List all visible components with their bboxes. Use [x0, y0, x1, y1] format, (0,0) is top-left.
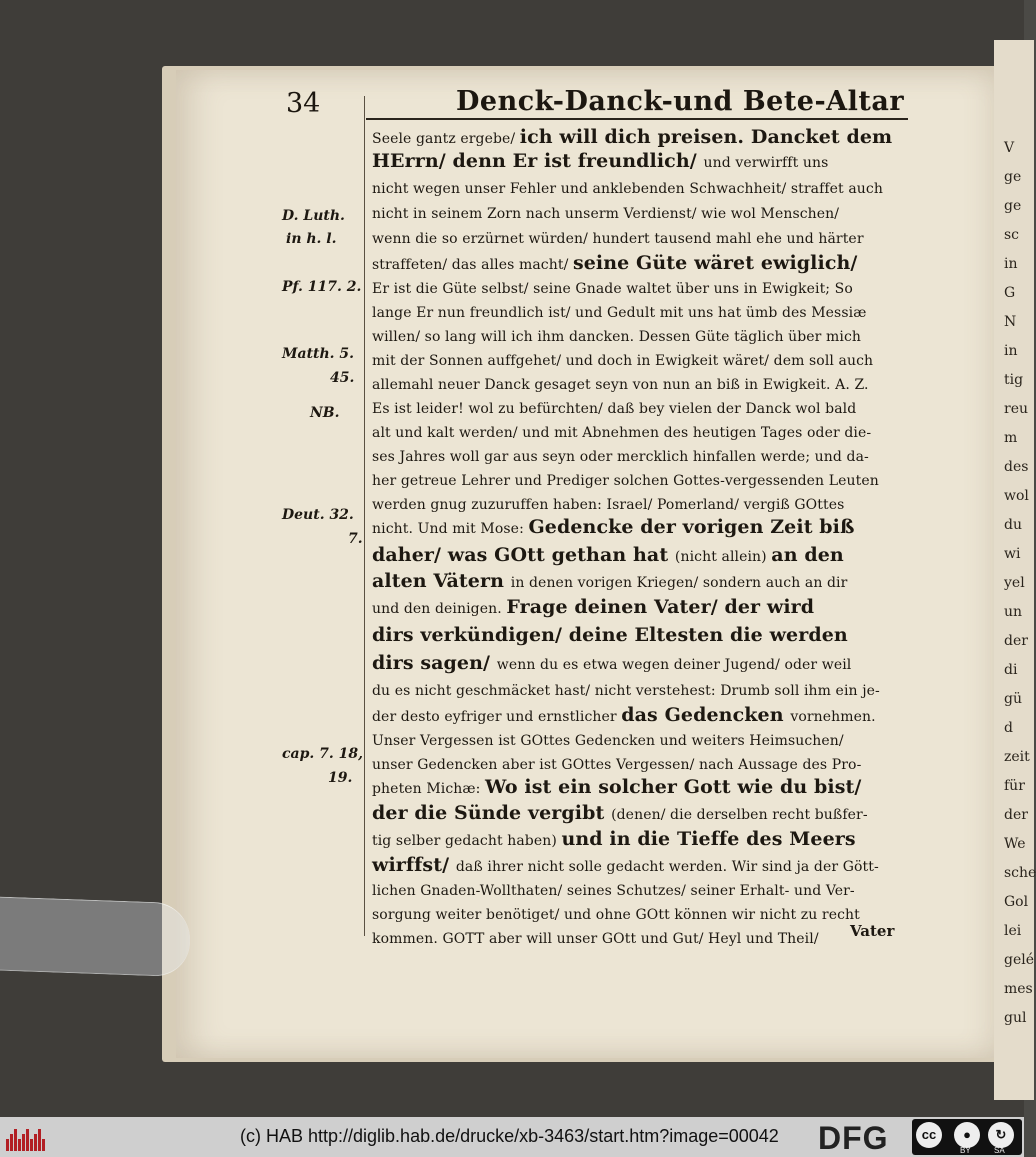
body-text: her getreue Lehrer und Prediger solchen Gottes-vergessenden Leuten	[372, 473, 879, 489]
next-page-fragment: zeit	[1004, 749, 1030, 765]
page-number: 34	[286, 88, 321, 119]
margin-note: Pf. 117. 2.	[282, 279, 362, 295]
body-text: kommen. GOTT aber will unser GOtt und Gut/ Heyl und Theil/	[372, 931, 819, 947]
body-text: lange Er nun freundlich ist/ und Gedult mit uns hat ümb des Messiæ	[372, 305, 867, 321]
next-page-fragment: reu	[1004, 401, 1028, 417]
text-line	[372, 928, 908, 950]
footer-bar	[0, 1117, 1024, 1157]
margin-note: 19.	[328, 770, 353, 786]
next-page-fragment: mes	[1004, 981, 1033, 997]
text-line	[372, 228, 908, 250]
text-line	[372, 802, 908, 826]
body-text: (denen/ die derselben recht bußfer-	[611, 807, 868, 823]
next-page-fragment: Gol	[1004, 894, 1029, 910]
next-page-fragment: N	[1004, 314, 1017, 330]
text-line	[372, 854, 908, 878]
body-text: nicht in seinem Zorn nach unserm Verdienst/ wie wol Menschen/	[372, 206, 840, 222]
body-text: (nicht allein)	[674, 549, 772, 565]
text-line	[372, 624, 908, 648]
text-line	[372, 904, 908, 926]
emphasis-text: Gedencke der vorigen Zeit biß	[528, 516, 855, 538]
next-page-fragment: un	[1004, 604, 1023, 620]
margin-note: Deut. 32.	[282, 507, 354, 523]
text-line	[372, 570, 908, 594]
emphasis-text: dirs sagen/	[372, 652, 497, 674]
body-text: daß ihrer nicht solle gedacht werden. Wir sind ja der Gött-	[455, 859, 879, 875]
margin-note: cap. 7. 18,	[282, 746, 363, 762]
emphasis-text: seine Güte wäret ewiglich/	[572, 252, 858, 274]
text-line	[372, 252, 908, 276]
by-label: BY	[960, 1146, 971, 1155]
next-page-fragment: V	[1004, 140, 1015, 156]
text-line	[372, 680, 908, 702]
next-page-edge	[994, 40, 1034, 1100]
text-line	[372, 754, 908, 776]
margin-note: Matth. 5.	[282, 346, 355, 362]
body-text: wenn du es etwa wegen deiner Jugend/ oder weil	[496, 657, 852, 673]
sa-share-icon: ↻	[988, 1122, 1014, 1148]
body-text: und den deinigen.	[372, 601, 507, 617]
text-line	[372, 544, 908, 568]
emphasis-text: alten Vätern	[372, 570, 511, 592]
text-line	[372, 776, 908, 800]
next-page-fragment: gul	[1004, 1010, 1027, 1026]
emphasis-text: das Gedencken	[621, 704, 791, 726]
emphasis-text: dirs verkündigen/ deine Eltesten die werden	[372, 624, 848, 646]
text-line	[372, 596, 908, 620]
body-text: willen/ so lang will ich ihm dancken. Dessen Güte täglich über mich	[372, 329, 862, 345]
next-page-fragment: in	[1004, 343, 1018, 359]
next-page-fragment: lei	[1004, 923, 1022, 939]
dfg-logo: DFG	[818, 1120, 889, 1156]
text-line	[372, 178, 908, 200]
next-page-fragment: für	[1004, 778, 1025, 794]
body-text: der desto eyfriger und ernstlicher	[372, 709, 622, 725]
body-text: Seele gantz ergebe/	[372, 131, 520, 147]
text-line	[372, 126, 908, 150]
emphasis-text: HErrn/ denn Er ist freundlich/	[372, 150, 704, 172]
text-line	[372, 398, 908, 420]
next-page-fragment: m	[1004, 430, 1018, 446]
next-page-fragment: yel	[1004, 575, 1025, 591]
next-page-fragment: des	[1004, 459, 1029, 475]
next-page-fragment: der	[1004, 633, 1028, 649]
next-page-fragment: gü	[1004, 691, 1022, 707]
body-text: unser Gedencken aber ist GOttes Vergessen/ nach Aussage des Pro-	[372, 757, 862, 773]
text-line	[372, 203, 908, 225]
body-text: pheten Michæ:	[372, 781, 486, 797]
catchword: Vater	[850, 922, 895, 940]
next-page-fragment: wi	[1004, 546, 1021, 562]
body-text: wenn die so erzürnet würden/ hundert tausend mahl ehe und härter	[372, 231, 864, 247]
body-text: lichen Gnaden-Wollthaten/ seines Schutzes/ seiner Erhalt- und Ver-	[372, 883, 855, 899]
body-text: werden gnug zuzuruffen haben: Israel/ Pomerland/ vergiß GOttes	[372, 497, 845, 513]
text-line	[372, 374, 908, 396]
text-line	[372, 350, 908, 372]
text-line	[372, 446, 908, 468]
cc-license-badge[interactable]	[912, 1119, 1022, 1155]
text-line	[372, 516, 908, 540]
running-title: Denck-Danck-und Bete-Altar	[456, 86, 905, 117]
header-rule	[366, 118, 908, 120]
next-page-fragment: sche	[1004, 865, 1036, 881]
text-line	[372, 828, 908, 852]
emphasis-text: ich will dich preisen. Dancket dem	[519, 126, 893, 148]
emphasis-text: der die Sünde vergibt	[372, 802, 612, 824]
body-text: Es ist leider! wol zu befürchten/ daß bey vielen der Danck wol bald	[372, 401, 857, 417]
body-text: Er ist die Güte selbst/ seine Gnade waltet über uns in Ewigkeit; So	[372, 281, 853, 297]
body-text: mit der Sonnen auffgehet/ und doch in Ewigkeit wäret/ dem soll auch	[372, 353, 874, 369]
emphasis-text: Frage deinen Vater/ der wird	[506, 596, 815, 618]
margin-note: 7.	[348, 531, 363, 547]
text-line	[372, 302, 908, 324]
body-text: und verwirfft uns	[703, 155, 829, 171]
text-line	[372, 704, 908, 728]
body-text: du es nicht geschmäcket hast/ nicht verstehest: Drumb soll ihm ein je-	[372, 683, 880, 699]
by-person-icon: ●	[954, 1122, 980, 1148]
next-page-fragment: der	[1004, 807, 1028, 823]
next-page-fragment: G	[1004, 285, 1016, 301]
text-line	[372, 730, 908, 752]
body-text: Unser Vergessen ist GOttes Gedencken und weiters Heimsuchen/	[372, 733, 844, 749]
body-text: nicht wegen unser Fehler und anklebenden Schwachheit/ straffet auch	[372, 181, 883, 197]
glass-ruler	[0, 897, 190, 978]
body-text: sorgung weiter benötiget/ und ohne GOtt können wir nicht zu recht	[372, 907, 860, 923]
next-page-fragment: d	[1004, 720, 1013, 736]
next-page-fragment: di	[1004, 662, 1018, 678]
body-text: nicht. Und mit Mose:	[372, 521, 529, 537]
text-line	[372, 278, 908, 300]
body-text: vornehmen.	[790, 709, 876, 725]
next-page-fragment: sc	[1004, 227, 1020, 243]
margin-note: D. Luth.	[282, 208, 345, 224]
text-line	[372, 470, 908, 492]
next-page-fragment: ge	[1004, 169, 1022, 185]
body-text: straffeten/ das alles macht/	[372, 257, 573, 273]
next-page-fragment: tig	[1004, 372, 1024, 388]
emphasis-text: und in die Tieffe des Meers	[561, 828, 856, 850]
body-text: allemahl neuer Danck gesaget seyn von nun an biß in Ewigkeit. A. Z.	[372, 377, 869, 393]
margin-rule	[364, 96, 365, 936]
text-line	[372, 494, 908, 516]
margin-note: 45.	[330, 370, 355, 386]
next-page-fragment: We	[1004, 836, 1026, 852]
sa-label: SA	[994, 1146, 1005, 1155]
body-text: alt und kalt werden/ und mit Abnehmen des heutigen Tages oder die-	[372, 425, 872, 441]
body-text: ses Jahres woll gar aus seyn oder mercklich hinfallen werde; und da-	[372, 449, 869, 465]
emphasis-text: an den	[771, 544, 844, 566]
next-page-fragment: gelé	[1004, 952, 1035, 968]
text-line	[372, 150, 908, 174]
copyright-link[interactable]: (c) HAB http://diglib.hab.de/drucke/xb-3463/start.htm?image=00042	[240, 1126, 779, 1146]
next-page-fragment: ge	[1004, 198, 1022, 214]
next-page-fragment: in	[1004, 256, 1018, 272]
margin-note: NB.	[310, 405, 340, 421]
next-page-fragment: wol	[1004, 488, 1029, 504]
hab-logo-icon	[6, 1123, 48, 1151]
cc-icon: cc	[916, 1122, 942, 1148]
emphasis-text: Wo ist ein solcher Gott wie du bist/	[485, 776, 862, 798]
text-line	[372, 652, 908, 676]
emphasis-text: daher/ was GOtt gethan hat	[372, 544, 675, 566]
text-line	[372, 326, 908, 348]
margin-note: in h. l.	[286, 231, 337, 247]
emphasis-text: wirffst/	[372, 854, 456, 876]
text-line	[372, 880, 908, 902]
body-text: in denen vorigen Kriegen/ sondern auch an dir	[510, 575, 848, 591]
text-line	[372, 422, 908, 444]
body-text: tig selber gedacht haben)	[372, 833, 562, 849]
next-page-fragment: du	[1004, 517, 1022, 533]
